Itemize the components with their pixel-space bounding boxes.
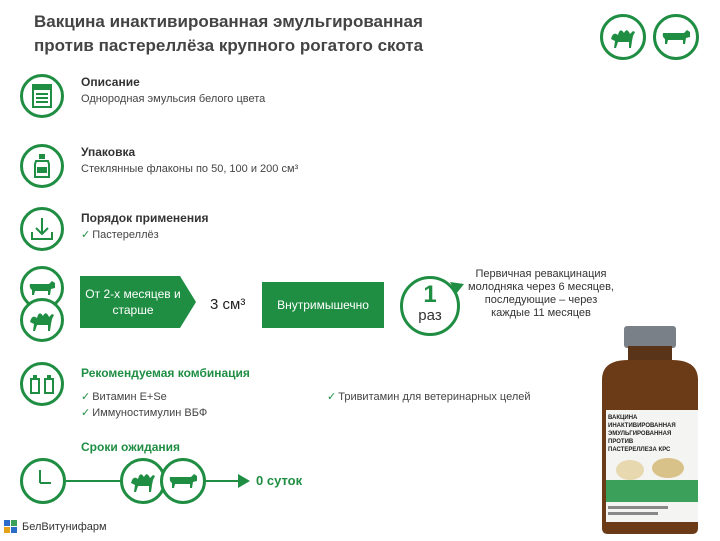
combination-item-text: Витамин Е+Se [92,391,167,403]
bottle-label [608,414,696,454]
packaging-text: Стеклянные флаконы по 50, 100 и 200 см³ [81,163,299,175]
company-logo-icon [4,520,18,534]
title-line-2: против пастереллёза крупного рогатого скота [34,36,424,55]
revaccination-text: Первичная ревакцинация молодняка через 6 месяцев, последующие – через каждые 11 месяцев [468,268,614,319]
arrow-line [206,480,242,482]
usage-item [81,228,159,241]
combination-item [81,406,207,419]
arrow-head-icon [238,474,250,488]
combination-item-text: Иммуностимулин ВБФ [92,407,208,419]
check-icon: ✓ [81,407,91,419]
combination-item [327,390,531,403]
camel-icon [20,298,64,342]
dose-value: 3 см³ [210,296,246,313]
bottle-icon [20,144,64,188]
document-icon [20,74,64,118]
company-name: БелВитунифарм [22,521,107,533]
usage-item-text: Пастереллёз [92,229,159,241]
cow-icon [160,458,206,504]
times-unit: раз [418,307,442,324]
check-icon: ✓ [81,229,91,241]
age-box: От 2-х месяцев и старше [85,287,181,317]
check-icon: ✓ [81,391,91,403]
bottle-label-line: ВАКЦИНА ИНАКТИВИРОВАННАЯ [608,415,676,429]
download-tray-icon [20,207,64,251]
title-line-1: Вакцина инактивированная эмульгированная [34,12,423,31]
withdrawal-value: 0 суток [256,473,303,488]
times-number: 1 [423,281,437,308]
bottle-label-line: ПАСТЕРЕЛЛЕЗА КРС [608,447,671,453]
check-icon: ✓ [327,391,337,403]
withdrawal-label: Сроки ожидания [81,440,181,454]
cow-icon [653,14,699,60]
description-text: Однородная эмульсия белого цвета [81,93,266,105]
usage-label: Порядок применения [81,211,209,225]
page-title [34,10,554,58]
bottle-label-line: ЭМУЛЬГИРОВАННАЯ ПРОТИВ [608,431,672,445]
arrow-icon [448,278,466,296]
route-box: Внутримышечно [262,282,384,328]
connector-line [66,480,122,482]
combination-item [81,390,167,403]
product-bottle-image [588,320,712,536]
camel-icon [600,14,646,60]
combination-label: Рекомендуемая комбинация [81,366,250,380]
description-label: Описание [81,75,140,89]
combination-item-text: Тривитамин для ветеринарных целей [338,391,531,403]
two-bottles-icon [20,362,64,406]
clock-icon [20,458,66,504]
packaging-label: Упаковка [81,145,136,159]
